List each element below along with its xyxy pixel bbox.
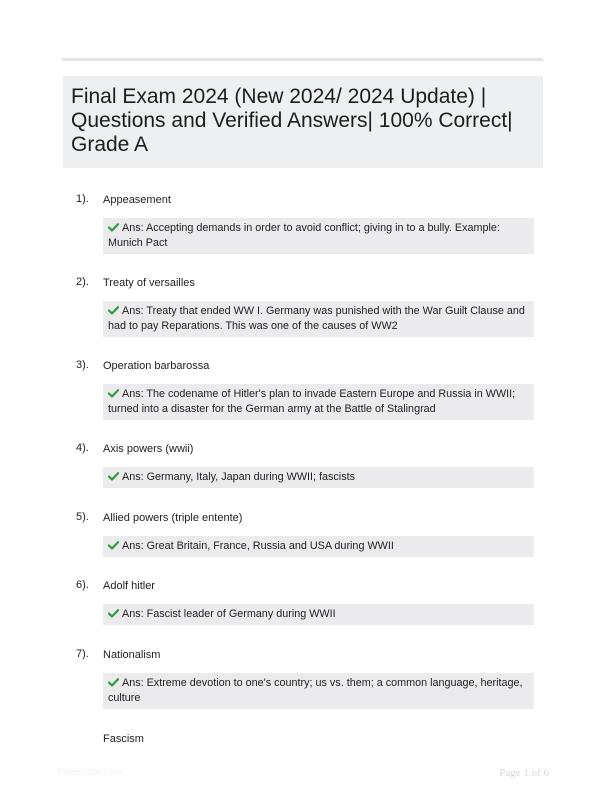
checkmark-icon: [108, 389, 119, 398]
question-text: Operation barbarossa: [103, 360, 210, 372]
checkmark-icon: [108, 541, 119, 550]
checkmark-icon: [108, 223, 119, 232]
answer-text: Ans: Accepting demands in order to avoid conflict; giving in to a bully. Example: Munich Pact: [108, 222, 500, 249]
answer-text: Ans: Great Britain, France, Russia and USA during WWII: [122, 540, 394, 552]
answer-box: [103, 604, 534, 625]
question-number: 7).: [76, 648, 89, 660]
answer-text: Ans: Extreme devotion to one's country; us vs. them; a common language, heritage, culture: [108, 677, 523, 704]
answer-text: Ans: The codename of Hitler's plan to invade Eastern Europe and Russia in WWII; turned into a disaster for the German army at the Battle of Stalingrad: [108, 388, 516, 415]
question-number: 6).: [76, 579, 89, 591]
question-number: 1).: [76, 193, 89, 205]
answer-box: [103, 384, 534, 420]
document-title: Final Exam 2024 (New 2024/ 2024 Update) | Questions and Verified Answers| 100% Correct| Grade A: [71, 85, 513, 156]
question-text: Fascism: [103, 733, 144, 745]
question-text: Axis powers (wwii): [103, 443, 194, 455]
question-number: 5).: [76, 511, 89, 523]
question-text: Allied powers (triple entente): [103, 512, 243, 524]
answer-box: [103, 218, 534, 254]
answer-text: Ans: Treaty that ended WW I. Germany was punished with the War Guilt Clause and had to pay Reparations. This was one of the causes of WW2: [108, 305, 525, 332]
question-number: 4).: [76, 442, 89, 454]
answer-box: [103, 536, 534, 557]
answer-box: [103, 301, 534, 337]
checkmark-icon: [108, 306, 119, 315]
question-text: Nationalism: [103, 649, 161, 661]
checkmark-icon: [108, 472, 119, 481]
page-number: Page 1 of 6: [499, 767, 549, 779]
checkmark-icon: [108, 678, 119, 687]
answer-text: Ans: Fascist leader of Germany during WWII: [122, 608, 336, 620]
footer-watermark: PaperSbit.com: [57, 767, 123, 778]
answer-box: [103, 467, 534, 488]
title-banner: [63, 76, 543, 168]
top-divider: [62, 58, 543, 61]
answer-text: Ans: Germany, Italy, Japan during WWII; fascists: [122, 471, 356, 483]
question-number: 2).: [76, 276, 89, 288]
checkmark-icon: [108, 609, 119, 618]
question-text: Appeasement: [103, 194, 171, 206]
question-number: 3).: [76, 359, 89, 371]
question-text: Adolf hitler: [103, 580, 155, 592]
answer-box: [103, 673, 534, 709]
question-text: Treaty of versailles: [103, 277, 195, 289]
